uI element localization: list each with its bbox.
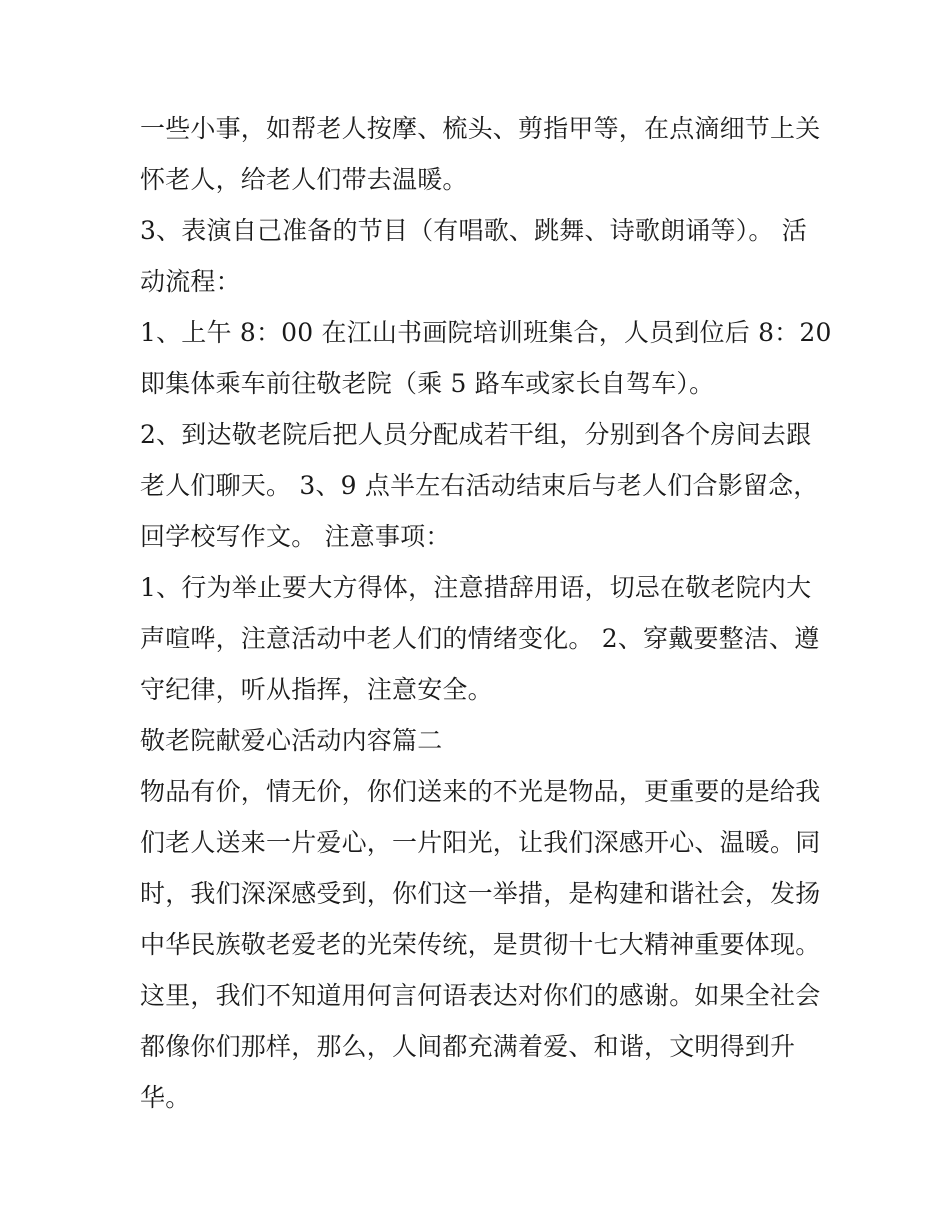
list-item-line: 1、上午 8：00 在江山书画院培训班集合，人员到位后 8：20 [140, 318, 832, 347]
body-text-line: 即集体乘车前往敬老院（乘 5 路车或家长自驾车）。 [140, 369, 715, 398]
body-text-line: 物品有价，情无价，你们送来的不光是物品，更重要的是给我 [140, 777, 821, 806]
body-text-line: 一些小事，如帮老人按摩、梳头、剪指甲等，在点滴细节上关 [140, 114, 821, 143]
body-text-line: 都像你们那样，那么，人间都充满着爱、和谐，文明得到升 [140, 1032, 796, 1061]
list-item-line: 2、到达敬老院后把人员分配成若干组，分别到各个房间去跟 [140, 420, 812, 449]
body-text-line: 中华民族敬老爱老的光荣传统，是贯彻十七大精神重要体现。 [140, 930, 821, 959]
body-text-line: 怀老人，给老人们带去温暖。 [140, 165, 468, 194]
section-heading: 敬老院献爱心活动内容篇二 [140, 726, 443, 755]
body-text-line: 动流程： [140, 267, 241, 296]
body-text-line: 守纪律，听从指挥，注意安全。 [140, 675, 493, 704]
body-text-line: 回学校写作文。 注意事项： [140, 522, 451, 551]
list-item-line: 1、行为举止要大方得体，注意措辞用语，切忌在敬老院内大 [140, 573, 812, 602]
body-text-line: 华。 [140, 1083, 191, 1112]
list-item-line: 3、表演自己准备的节目（有唱歌、跳舞、诗歌朗诵等）。 活 [140, 216, 807, 245]
body-text-line: 声喧哗，注意活动中老人们的情绪变化。 2、穿戴要整洁、遵 [140, 624, 820, 653]
body-text-line: 们老人送来一片爱心，一片阳光，让我们深感开心、温暖。同 [140, 828, 821, 857]
body-text-line: 老人们聊天。 3、9 点半左右活动结束后与老人们合影留念， [140, 471, 819, 500]
body-text-line: 时，我们深深感受到，你们这一举措，是构建和谐社会，发扬 [140, 879, 821, 908]
body-text-line: 这里，我们不知道用何言何语表达对你们的感谢。如果全社会 [140, 981, 821, 1010]
